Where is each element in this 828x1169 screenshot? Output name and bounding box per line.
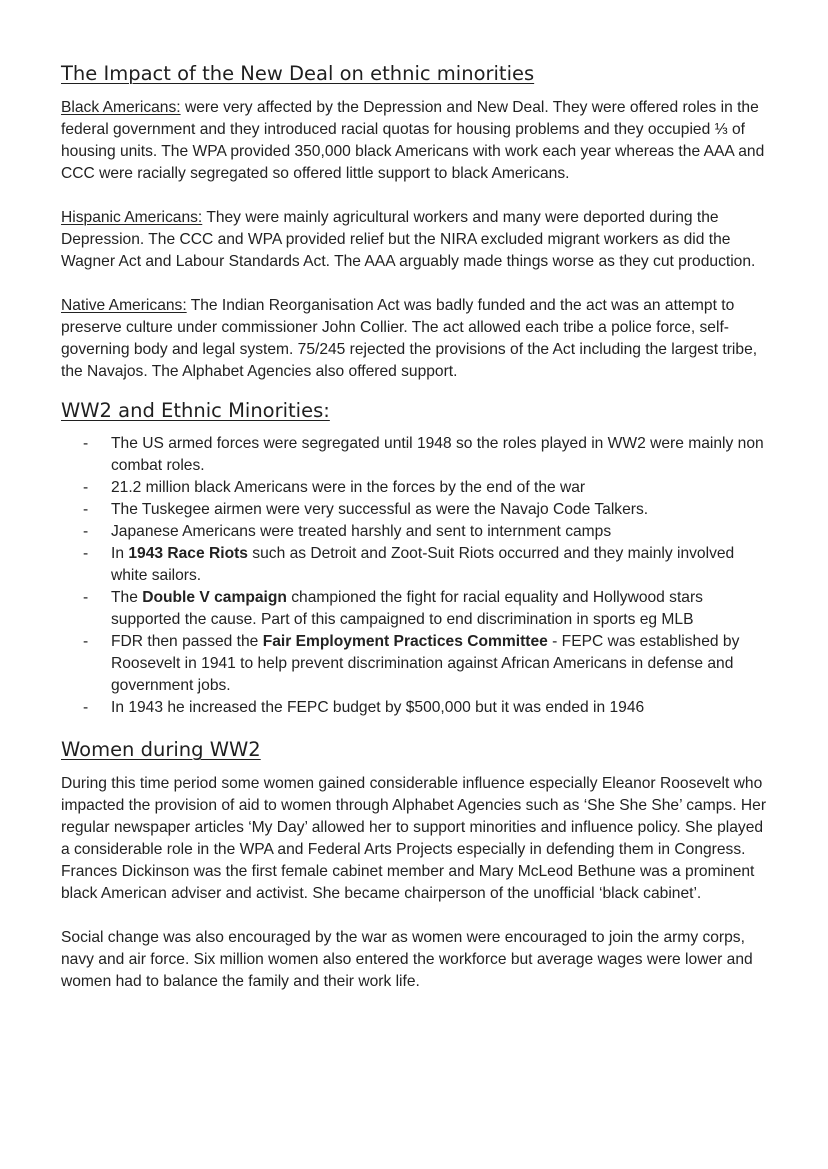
dash-bullet: -	[83, 589, 89, 606]
bullet-text-post: championed the fight for racial equality and Hollywood stars supported the cause. Part of this campaigned to end discrimination in sports eg MLB	[111, 589, 703, 628]
paragraph-women-influence: During this time period some women gained considerable influence especially Eleanor Roosevelt who impacted the provision of aid to women through Alphabet Agencies such as ‘She She She’ camps. Her regular newspaper articles ‘My Day’ allowed her to support minorities and influence policy. She played a considerable role in the WPA and Federal Arts Projects especially in defending them in Congress. Frances Dickinson was the first female cabinet member and Mary McLeod Bethune was a prominent black American adviser and activist. She became chairperson of the unofficial ‘black cabinet’.	[61, 775, 767, 902]
list-item	[83, 433, 773, 477]
bullet-text-pre: FDR then passed the	[111, 633, 263, 650]
list-item	[83, 697, 773, 719]
bullet-bold-term: 1943 Race Riots	[128, 545, 248, 562]
text-black-americans: were very affected by the Depression and New Deal. They were offered roles in the federal government and they introduced racial quotas for housing problems and they occupied ⅓ of housing units. The WPA provided 350,000 black Americans with work each year whereas the AAA and CCC were racially segregated so offered little support to black Americans.	[61, 99, 765, 182]
dash-bullet: -	[83, 633, 89, 650]
text-native-americans: The Indian Reorganisation Act was badly funded and the act was an attempt to preserve culture under commissioner John Collier. The act allowed each tribe a police force, self-governing body and legal system. 75/245 rejected the provisions of the Act including the largest tribe, the Navajos. The Alphabet Agencies also offered support.	[61, 297, 758, 380]
label-native-americans: Native Americans:	[61, 297, 187, 314]
paragraph-black-americans	[61, 97, 773, 185]
label-black-americans: Black Americans:	[61, 99, 181, 116]
document-page	[61, 60, 773, 993]
heading-ww2-ethnic-minorities: WW2 and Ethnic Minorities:	[61, 399, 330, 422]
bullet-text: The Tuskegee airmen were very successful as were the Navajo Code Talkers.	[111, 501, 649, 518]
heading-women-ww2: Women during WW2	[61, 738, 261, 761]
dash-bullet: -	[83, 501, 89, 518]
bullet-text-pre: In	[111, 545, 129, 562]
list-item	[83, 587, 773, 631]
bullet-text-post: - FEPC was established by Roosevelt in 1941 to help prevent discrimination against African Americans in defense and government jobs.	[111, 633, 740, 694]
paragraph-social-change: Social change was also encouraged by the war as women were encouraged to join the army corps, navy and air force. Six million women also entered the workforce but average wages were lower and women had to balance the family and their work life.	[61, 929, 753, 990]
heading-new-deal-minorities: The Impact of the New Deal on ethnic minorities	[61, 62, 535, 85]
bullet-text: The US armed forces were segregated until 1948 so the roles played in WW2 were mainly non combat roles.	[111, 435, 764, 474]
dash-bullet: -	[83, 435, 89, 452]
dash-bullet: -	[83, 523, 89, 540]
dash-bullet: -	[83, 545, 89, 562]
list-item	[83, 521, 773, 543]
list-item	[83, 631, 773, 697]
list-item	[83, 499, 773, 521]
label-hispanic-americans: Hispanic Americans:	[61, 209, 203, 226]
bullet-text: Japanese Americans were treated harshly and sent to internment camps	[111, 523, 612, 540]
bullet-text: In 1943 he increased the FEPC budget by $500,000 but it was ended in 1946	[111, 699, 645, 716]
ww2-bullet-list	[83, 433, 773, 719]
paragraph-native-americans	[61, 295, 773, 383]
bullet-bold-term: Fair Employment Practices Committee	[262, 633, 548, 650]
list-item	[83, 543, 773, 587]
dash-bullet: -	[83, 699, 89, 716]
list-item	[83, 477, 773, 499]
bullet-bold-term: Double V campaign	[142, 589, 287, 606]
bullet-text-pre: The	[111, 589, 143, 606]
bullet-text: 21.2 million black Americans were in the forces by the end of the war	[111, 479, 586, 496]
bullet-text-post: such as Detroit and Zoot-Suit Riots occurred and they mainly involved white sailors.	[111, 545, 735, 584]
paragraph-hispanic-americans	[61, 207, 773, 273]
dash-bullet: -	[83, 479, 89, 496]
text-hispanic-americans: They were mainly agricultural workers and many were deported during the Depression. The CCC and WPA provided relief but the NIRA excluded migrant workers as did the Wagner Act and Labour Standards Act. The AAA arguably made things worse as they cut production.	[61, 209, 756, 270]
